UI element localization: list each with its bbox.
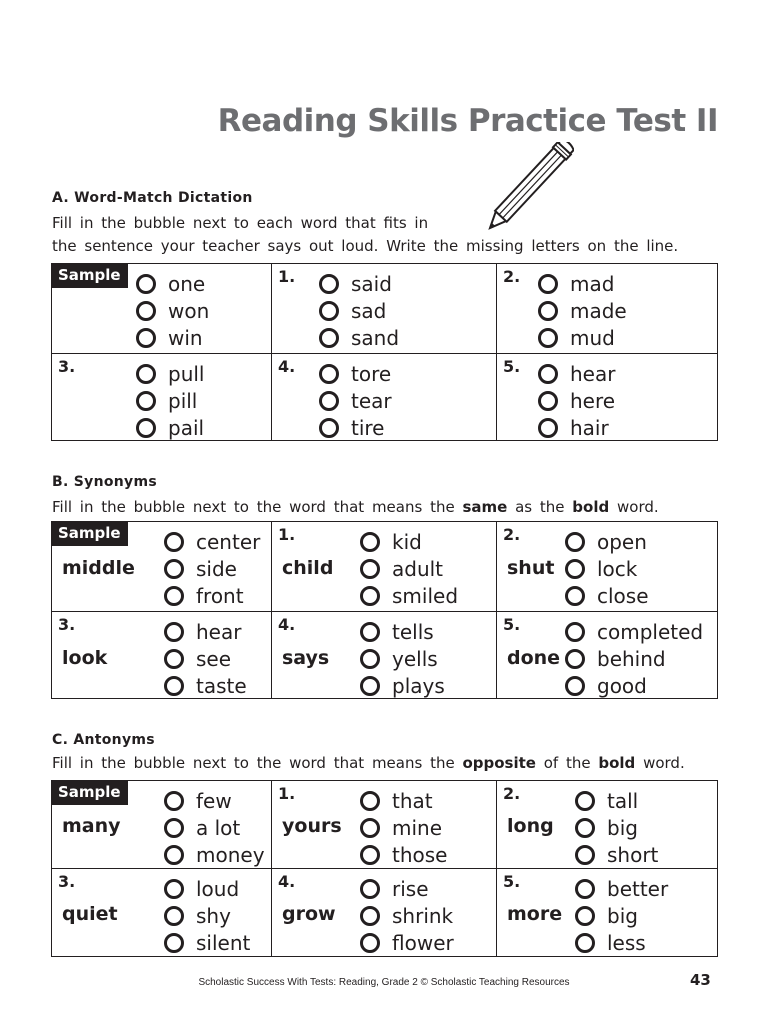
option-label: silent [196,930,251,955]
question-number: 4. [278,357,296,376]
bubble-icon[interactable] [164,906,184,926]
option-label: better [607,876,669,901]
instruction-bold-word: bold [572,498,610,516]
answer-option[interactable] [136,387,204,414]
option-label: shrink [392,903,454,928]
answer-option[interactable] [360,555,458,582]
option-label: tore [351,361,392,386]
answer-option[interactable] [360,582,458,609]
option-label: short [607,842,659,867]
bold-word: grow [282,903,336,925]
answer-option[interactable] [538,297,627,324]
bubble-icon[interactable] [319,328,339,348]
answer-option[interactable] [136,270,209,297]
option-label: good [597,673,647,698]
bold-word: says [282,647,330,669]
answer-options [575,875,668,956]
question-cell [497,264,718,354]
bubble-icon[interactable] [538,328,558,348]
bubble-icon[interactable] [164,818,184,838]
option-label: that [392,788,433,813]
question-cell [52,264,272,354]
option-label: hear [570,361,616,386]
answer-options [164,528,260,609]
bubble-icon[interactable] [319,418,339,438]
option-label: shy [196,903,231,928]
answer-option[interactable] [360,841,447,868]
option-label: close [597,583,649,608]
answer-option[interactable] [565,618,703,645]
answer-option[interactable] [164,645,247,672]
option-label: one [168,271,206,296]
answer-option[interactable] [565,555,649,582]
question-cell [272,612,497,699]
answer-option[interactable] [360,528,458,555]
answer-option[interactable] [360,929,454,956]
answer-options [360,875,454,956]
option-label: adult [392,556,444,581]
answer-option[interactable] [319,414,392,441]
option-label: less [607,930,646,955]
option-label: a lot [196,815,241,840]
question-cell [272,781,497,869]
answer-option[interactable] [164,841,265,868]
bubble-icon[interactable] [360,791,380,811]
answer-option[interactable] [538,270,627,297]
bubble-icon[interactable] [164,649,184,669]
answer-option[interactable] [565,672,703,699]
option-label: made [570,298,627,323]
answer-option[interactable] [164,618,247,645]
option-label: lock [597,556,638,581]
answer-option[interactable] [360,618,445,645]
bubble-icon[interactable] [164,532,184,552]
answer-option[interactable] [164,814,265,841]
bold-word: shut [507,557,555,579]
answer-options [164,875,250,956]
bubble-icon[interactable] [164,559,184,579]
bubble-icon[interactable] [565,559,585,579]
section-b-grid [51,521,718,699]
sample-badge: Sample [52,522,128,546]
bubble-icon[interactable] [538,418,558,438]
option-label: mud [570,325,615,350]
answer-option[interactable] [575,787,658,814]
answer-option[interactable] [164,528,260,555]
bubble-icon[interactable] [360,622,380,642]
answer-options [164,787,265,868]
answer-option[interactable] [360,672,445,699]
question-cell [497,522,718,612]
bubble-icon[interactable] [164,586,184,606]
option-label: plays [392,673,445,698]
instruction-text: as the [515,498,565,516]
option-label: center [196,529,261,554]
bold-word: quiet [62,903,118,925]
instruction-text: of the [543,754,591,772]
option-label: smiled [392,583,459,608]
question-number: 3. [58,872,76,891]
section-a-heading: A. Word-Match Dictation [52,190,253,206]
bubble-icon[interactable] [360,845,380,865]
option-label: open [597,529,647,554]
option-label: front [196,583,244,608]
question-cell [52,612,272,699]
option-label: tear [351,388,392,413]
option-label: big [607,903,638,928]
answer-options [538,270,627,351]
bubble-icon[interactable] [164,791,184,811]
answer-option[interactable] [575,902,668,929]
section-a-instruction-line1: Fill in the bubble next to each word that fits in [52,214,429,232]
question-number: 1. [278,525,296,544]
answer-option[interactable] [319,297,399,324]
option-label: won [168,298,210,323]
bold-word: yours [282,815,342,837]
answer-option[interactable] [565,528,649,555]
answer-option[interactable] [319,324,399,351]
section-a-grid [51,263,718,441]
bubble-icon[interactable] [319,391,339,411]
bubble-icon[interactable] [164,845,184,865]
bubble-icon[interactable] [575,906,595,926]
option-label: few [196,788,232,813]
answer-option[interactable] [319,360,392,387]
question-number: 4. [278,872,296,891]
option-label: mad [570,271,615,296]
answer-option[interactable] [538,324,627,351]
bubble-icon[interactable] [136,328,156,348]
option-label: tall [607,788,639,813]
bubble-icon[interactable] [360,906,380,926]
answer-options [565,528,649,609]
bubble-icon[interactable] [319,301,339,321]
answer-options [575,787,658,868]
option-label: here [570,388,616,413]
option-label: rise [392,876,429,901]
bubble-icon[interactable] [538,274,558,294]
answer-option[interactable] [575,929,668,956]
answer-option[interactable] [360,645,445,672]
bubble-icon[interactable] [360,532,380,552]
question-number: 1. [278,267,296,286]
option-label: said [351,271,392,296]
option-label: big [607,815,638,840]
answer-option[interactable] [164,929,250,956]
bubble-icon[interactable] [538,364,558,384]
question-cell [497,781,718,869]
bubble-icon[interactable] [136,364,156,384]
answer-option[interactable] [575,841,658,868]
option-label: behind [597,646,666,671]
bubble-icon[interactable] [565,622,585,642]
answer-options [360,787,447,868]
bubble-icon[interactable] [360,586,380,606]
option-label: pill [168,388,198,413]
option-label: money [196,842,265,867]
bubble-icon[interactable] [360,879,380,899]
question-cell [52,781,272,869]
answer-option[interactable] [575,814,658,841]
footer-credit: Scholastic Success With Tests: Reading, Grade 2 © Scholastic Teaching Resources [198,977,570,988]
section-b-heading: B. Synonyms [52,474,157,490]
answer-option[interactable] [538,360,615,387]
question-cell [272,869,497,957]
instruction-text: Fill in the bubble next to the word that means the [52,498,455,516]
option-label: those [392,842,448,867]
option-label: win [168,325,203,350]
question-number: 3. [58,615,76,634]
sample-badge: Sample [52,781,128,805]
sample-badge: Sample [52,264,128,288]
answer-options [360,528,458,609]
answer-option[interactable] [164,902,250,929]
bubble-icon[interactable] [565,649,585,669]
question-number: 5. [503,357,521,376]
answer-option[interactable] [164,582,260,609]
answer-option[interactable] [360,902,454,929]
option-label: yells [392,646,438,671]
bubble-icon[interactable] [136,418,156,438]
option-label: pull [168,361,205,386]
question-number: 5. [503,872,521,891]
answer-option[interactable] [360,787,447,814]
answer-option[interactable] [136,297,209,324]
answer-option[interactable] [164,875,250,902]
question-number: 2. [503,525,521,544]
bubble-icon[interactable] [319,274,339,294]
question-number: 1. [278,784,296,803]
question-number: 4. [278,615,296,634]
question-number: 2. [503,267,521,286]
bubble-icon[interactable] [565,676,585,696]
question-cell [497,869,718,957]
answer-options [136,360,204,441]
answer-option[interactable] [319,270,399,297]
bubble-icon[interactable] [164,879,184,899]
answer-option[interactable] [360,814,447,841]
answer-options [319,360,392,441]
section-c-instruction [52,754,685,772]
question-cell [497,354,718,441]
answer-options [136,270,209,351]
bubble-icon[interactable] [136,391,156,411]
question-cell [497,612,718,699]
answer-option[interactable] [360,875,454,902]
option-label: sand [351,325,400,350]
question-number: 2. [503,784,521,803]
answer-option[interactable] [164,555,260,582]
pencil-icon [482,142,574,236]
option-label: tire [351,415,385,440]
section-b-instruction [52,498,659,516]
question-cell [52,869,272,957]
bubble-icon[interactable] [360,649,380,669]
bubble-icon[interactable] [164,933,184,953]
answer-option[interactable] [538,387,615,414]
instruction-text: Fill in the bubble next to the word that means the [52,754,455,772]
answer-options [565,618,703,699]
option-label: side [196,556,237,581]
answer-option[interactable] [319,387,392,414]
option-label: pail [168,415,205,440]
answer-options [319,270,399,351]
bubble-icon[interactable] [360,676,380,696]
option-label: loud [196,876,240,901]
answer-option[interactable] [136,360,204,387]
instruction-text: word. [643,754,685,772]
bubble-icon[interactable] [565,586,585,606]
option-label: taste [196,673,247,698]
bubble-icon[interactable] [360,559,380,579]
question-cell [52,522,272,612]
page-title: Reading Skills Practice Test II [217,103,718,139]
option-label: see [196,646,232,671]
answer-option[interactable] [565,645,703,672]
page-number: 43 [690,971,711,989]
bubble-icon[interactable] [319,364,339,384]
answer-option[interactable] [164,672,247,699]
instruction-bold-word: opposite [462,754,536,772]
option-label: sad [351,298,387,323]
bubble-icon[interactable] [538,391,558,411]
option-label: hear [196,619,242,644]
bubble-icon[interactable] [360,818,380,838]
question-cell [272,264,497,354]
question-number: 5. [503,615,521,634]
bubble-icon[interactable] [164,676,184,696]
bubble-icon[interactable] [538,301,558,321]
bubble-icon[interactable] [136,274,156,294]
bubble-icon[interactable] [575,933,595,953]
instruction-text: word. [617,498,659,516]
answer-options [164,618,247,699]
bold-word: child [282,557,334,579]
bubble-icon[interactable] [575,879,595,899]
bubble-icon[interactable] [164,622,184,642]
section-c-grid [51,780,718,957]
bold-word: middle [62,557,135,579]
question-cell [272,354,497,441]
question-cell [52,354,272,441]
option-label: mine [392,815,443,840]
option-label: flower [392,930,454,955]
instruction-bold-word: bold [598,754,636,772]
bold-word: done [507,647,561,669]
answer-options [360,618,445,699]
bold-word: look [62,647,108,669]
question-cell [272,522,497,612]
answer-option[interactable] [136,324,209,351]
option-label: tells [392,619,434,644]
option-label: kid [392,529,422,554]
instruction-bold-word: same [462,498,508,516]
option-label: hair [570,415,609,440]
answer-option[interactable] [575,875,668,902]
option-label: completed [597,619,704,644]
section-a-instruction-line2: the sentence your teacher says out loud. Write the missing letters on the line. [52,237,679,255]
answer-options [538,360,615,441]
question-number: 3. [58,357,76,376]
answer-option[interactable] [136,414,204,441]
bubble-icon[interactable] [136,301,156,321]
bold-word: more [507,903,563,925]
answer-option[interactable] [565,582,649,609]
bubble-icon[interactable] [575,818,595,838]
bubble-icon[interactable] [575,845,595,865]
answer-option[interactable] [538,414,615,441]
bubble-icon[interactable] [360,933,380,953]
bold-word: long [507,815,554,837]
answer-option[interactable] [164,787,265,814]
bubble-icon[interactable] [575,791,595,811]
bold-word: many [62,815,121,837]
bubble-icon[interactable] [565,532,585,552]
section-c-heading: C. Antonyms [52,732,155,748]
